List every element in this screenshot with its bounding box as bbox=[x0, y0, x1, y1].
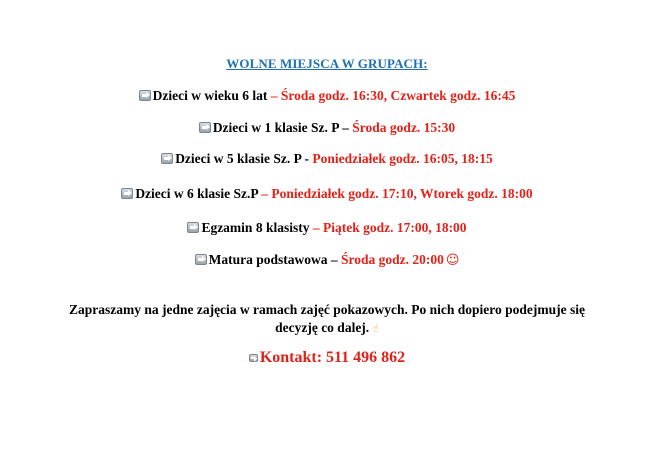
group-schedule: Poniedziałek godz. 17:10, Wtorek godz. 18:00 bbox=[271, 186, 533, 201]
group-label: Egzamin 8 klasisty bbox=[201, 220, 310, 235]
group-label: Matura podstawowa bbox=[208, 252, 328, 267]
group-separator: – bbox=[267, 88, 281, 103]
group-line-6 bbox=[0, 252, 654, 268]
arrow-right-icon bbox=[161, 153, 173, 164]
group-separator: – bbox=[257, 186, 272, 201]
smiley-icon: ☺ bbox=[445, 253, 460, 268]
group-label: Dzieci w 6 klasie Sz.P bbox=[135, 186, 258, 201]
group-label: Dzieci w wieku 6 lat bbox=[152, 88, 268, 103]
group-label: Dzieci w 1 klasie Sz. P bbox=[212, 120, 339, 135]
group-schedule: Środa godz. 15:30 bbox=[352, 120, 456, 135]
invitation-line-2-text: decyzję co dalej. bbox=[275, 320, 370, 335]
invitation-line-2 bbox=[40, 319, 614, 338]
contact-text: Kontakt: 511 496 862 bbox=[259, 349, 406, 366]
group-schedule: Piątek godz. 17:00, 18:00 bbox=[322, 220, 467, 235]
group-separator: - bbox=[301, 151, 313, 166]
arrow-right-icon bbox=[249, 354, 258, 362]
group-schedule: Środa godz. 16:30, Czwartek godz. 16:45 bbox=[280, 88, 516, 103]
invitation-line-1: Zapraszamy na jedne zajęcia w ramach zajęć pokazowych. Po nich dopiero podejmuje się bbox=[68, 302, 586, 317]
pointing-hand-icon: ☝ bbox=[372, 322, 379, 335]
invitation-paragraph bbox=[40, 301, 614, 338]
page-heading: WOLNE MIEJSCA W GRUPACH: bbox=[226, 56, 428, 71]
group-label: Dzieci w 5 klasie Sz. P bbox=[175, 151, 302, 166]
group-line-2 bbox=[0, 120, 654, 136]
group-line-5 bbox=[0, 220, 654, 236]
group-separator: – bbox=[327, 252, 341, 267]
arrow-right-icon bbox=[139, 90, 151, 101]
group-schedule: Środa godz. 20:00 bbox=[340, 252, 444, 267]
arrow-right-icon bbox=[187, 222, 199, 233]
arrow-right-icon bbox=[195, 254, 207, 265]
group-line-3 bbox=[0, 151, 654, 167]
contact-line bbox=[0, 349, 654, 367]
group-schedule: Poniedziałek godz. 16:05, 18:15 bbox=[312, 151, 493, 166]
group-separator: – bbox=[309, 220, 323, 235]
arrow-right-icon bbox=[199, 122, 211, 133]
group-separator: – bbox=[338, 120, 353, 135]
arrow-right-icon bbox=[121, 188, 133, 199]
group-line-1 bbox=[0, 88, 654, 104]
group-line-4 bbox=[0, 186, 654, 202]
